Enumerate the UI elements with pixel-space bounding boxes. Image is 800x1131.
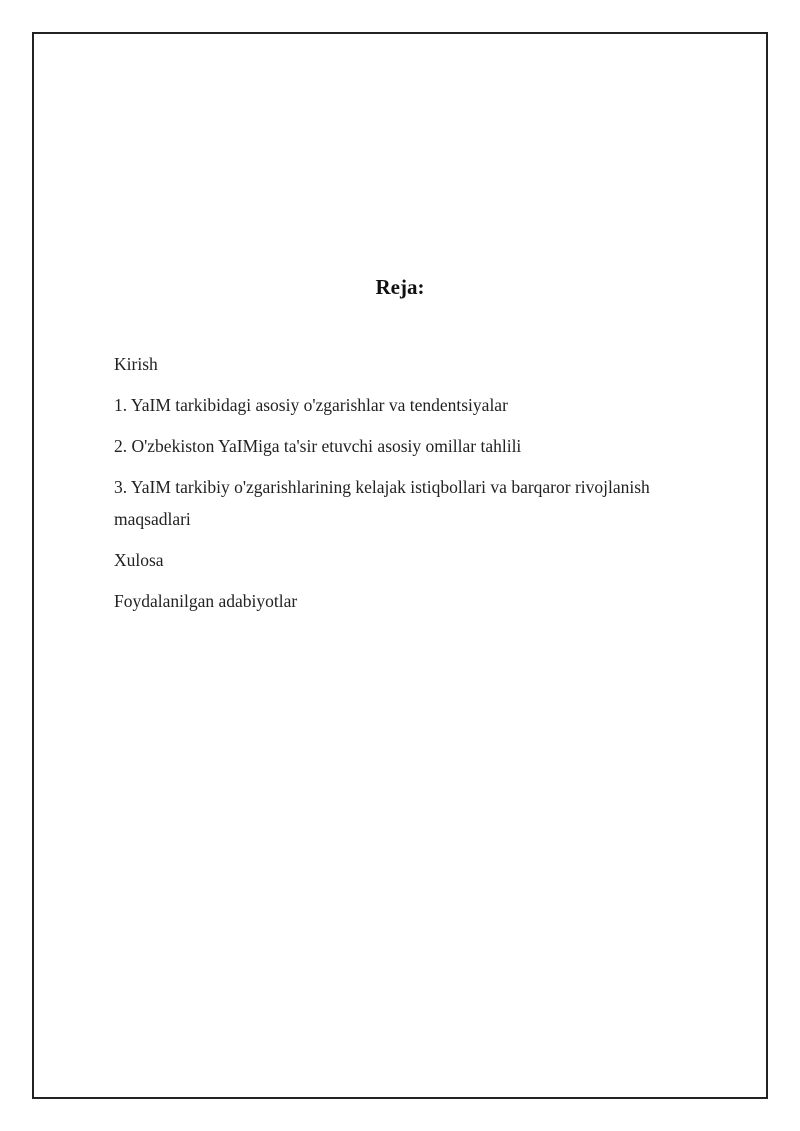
- toc-item-introduction: Kirish: [114, 354, 158, 374]
- toc-item-section-1: 1. YaIM tarkibidagi asosiy o'zgarishlar va tendentsiyalar: [114, 395, 508, 415]
- toc-item-references: Foydalanilgan adabiyotlar: [114, 591, 298, 611]
- toc-item-section-3: 3. YaIM tarkibiy o'zgarishlarining kelajak istiqbollari va barqaror rivojlanish maqsadlari: [114, 477, 650, 529]
- toc-item-section-2: 2. O'zbekiston YaIMiga ta'sir etuvchi asosiy omillar tahlili: [114, 436, 522, 456]
- table-of-contents: [114, 348, 714, 626]
- toc-item-conclusion: Xulosa: [114, 550, 164, 570]
- plan-title: Reja:: [375, 275, 425, 299]
